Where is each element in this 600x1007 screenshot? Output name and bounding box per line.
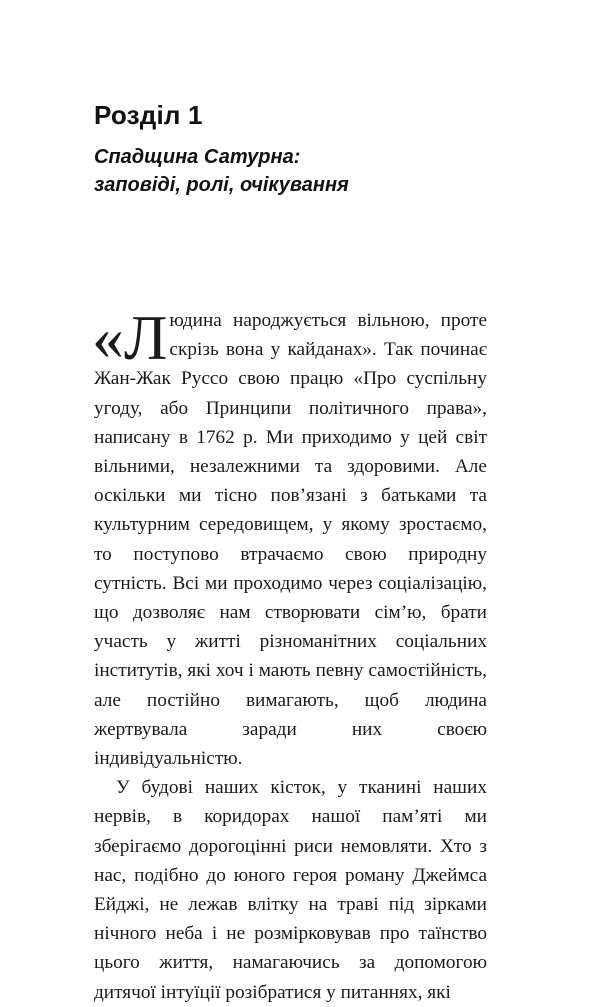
- paragraph-1: [92, 302, 487, 773]
- paragraph-1-text: юдина народжується вільною, проте скрізь вона у кайданах». Так починає Жан-Жак Руссо свою працю «Про суспільну угоду, або Принципи політичного права», написану в 1762 р. Ми приходимо у цей світ вільними, незалежними та здоровими. Але оскільки ми тісно пов’язані з батьками та культурним середовищем, у якому зростаємо, то поступово втрачаємо свою природну сутність. Всі ми проходимо через соціалізацію, що дозволяє нам створювати сім’ю, брати участь у житті різноманітних соціальних інститутів, які хоч і мають певну самостійність, але постійно вимагають, щоб людина жертвувала заради них своєю індивідуальністю.: [94, 310, 487, 770]
- chapter-subtitle-line-1: Спадщина Сатурна:: [94, 146, 301, 168]
- chapter-subtitle-line-2: заповіді, ролі, очікування: [94, 174, 349, 196]
- chapter-label: Розділ 1: [94, 100, 203, 130]
- body-text: [92, 302, 487, 1007]
- chapter-subtitle: [94, 143, 534, 199]
- drop-cap: «Л: [92, 302, 168, 373]
- paragraph-2: У будові наших кісток, у тканині наших нервів, в коридорах нашої пам’яті ми зберігаємо дорогоцінні риси немовляти. Хто з нас, подібно до юного героя роману Джеймса Ейджі, не лежав влітку на траві під зірками нічного неба і не розмірковував про таїнство цього життя, намагаючись за допомогою дитячої інтуїції розібратися у питаннях, які: [94, 777, 487, 1003]
